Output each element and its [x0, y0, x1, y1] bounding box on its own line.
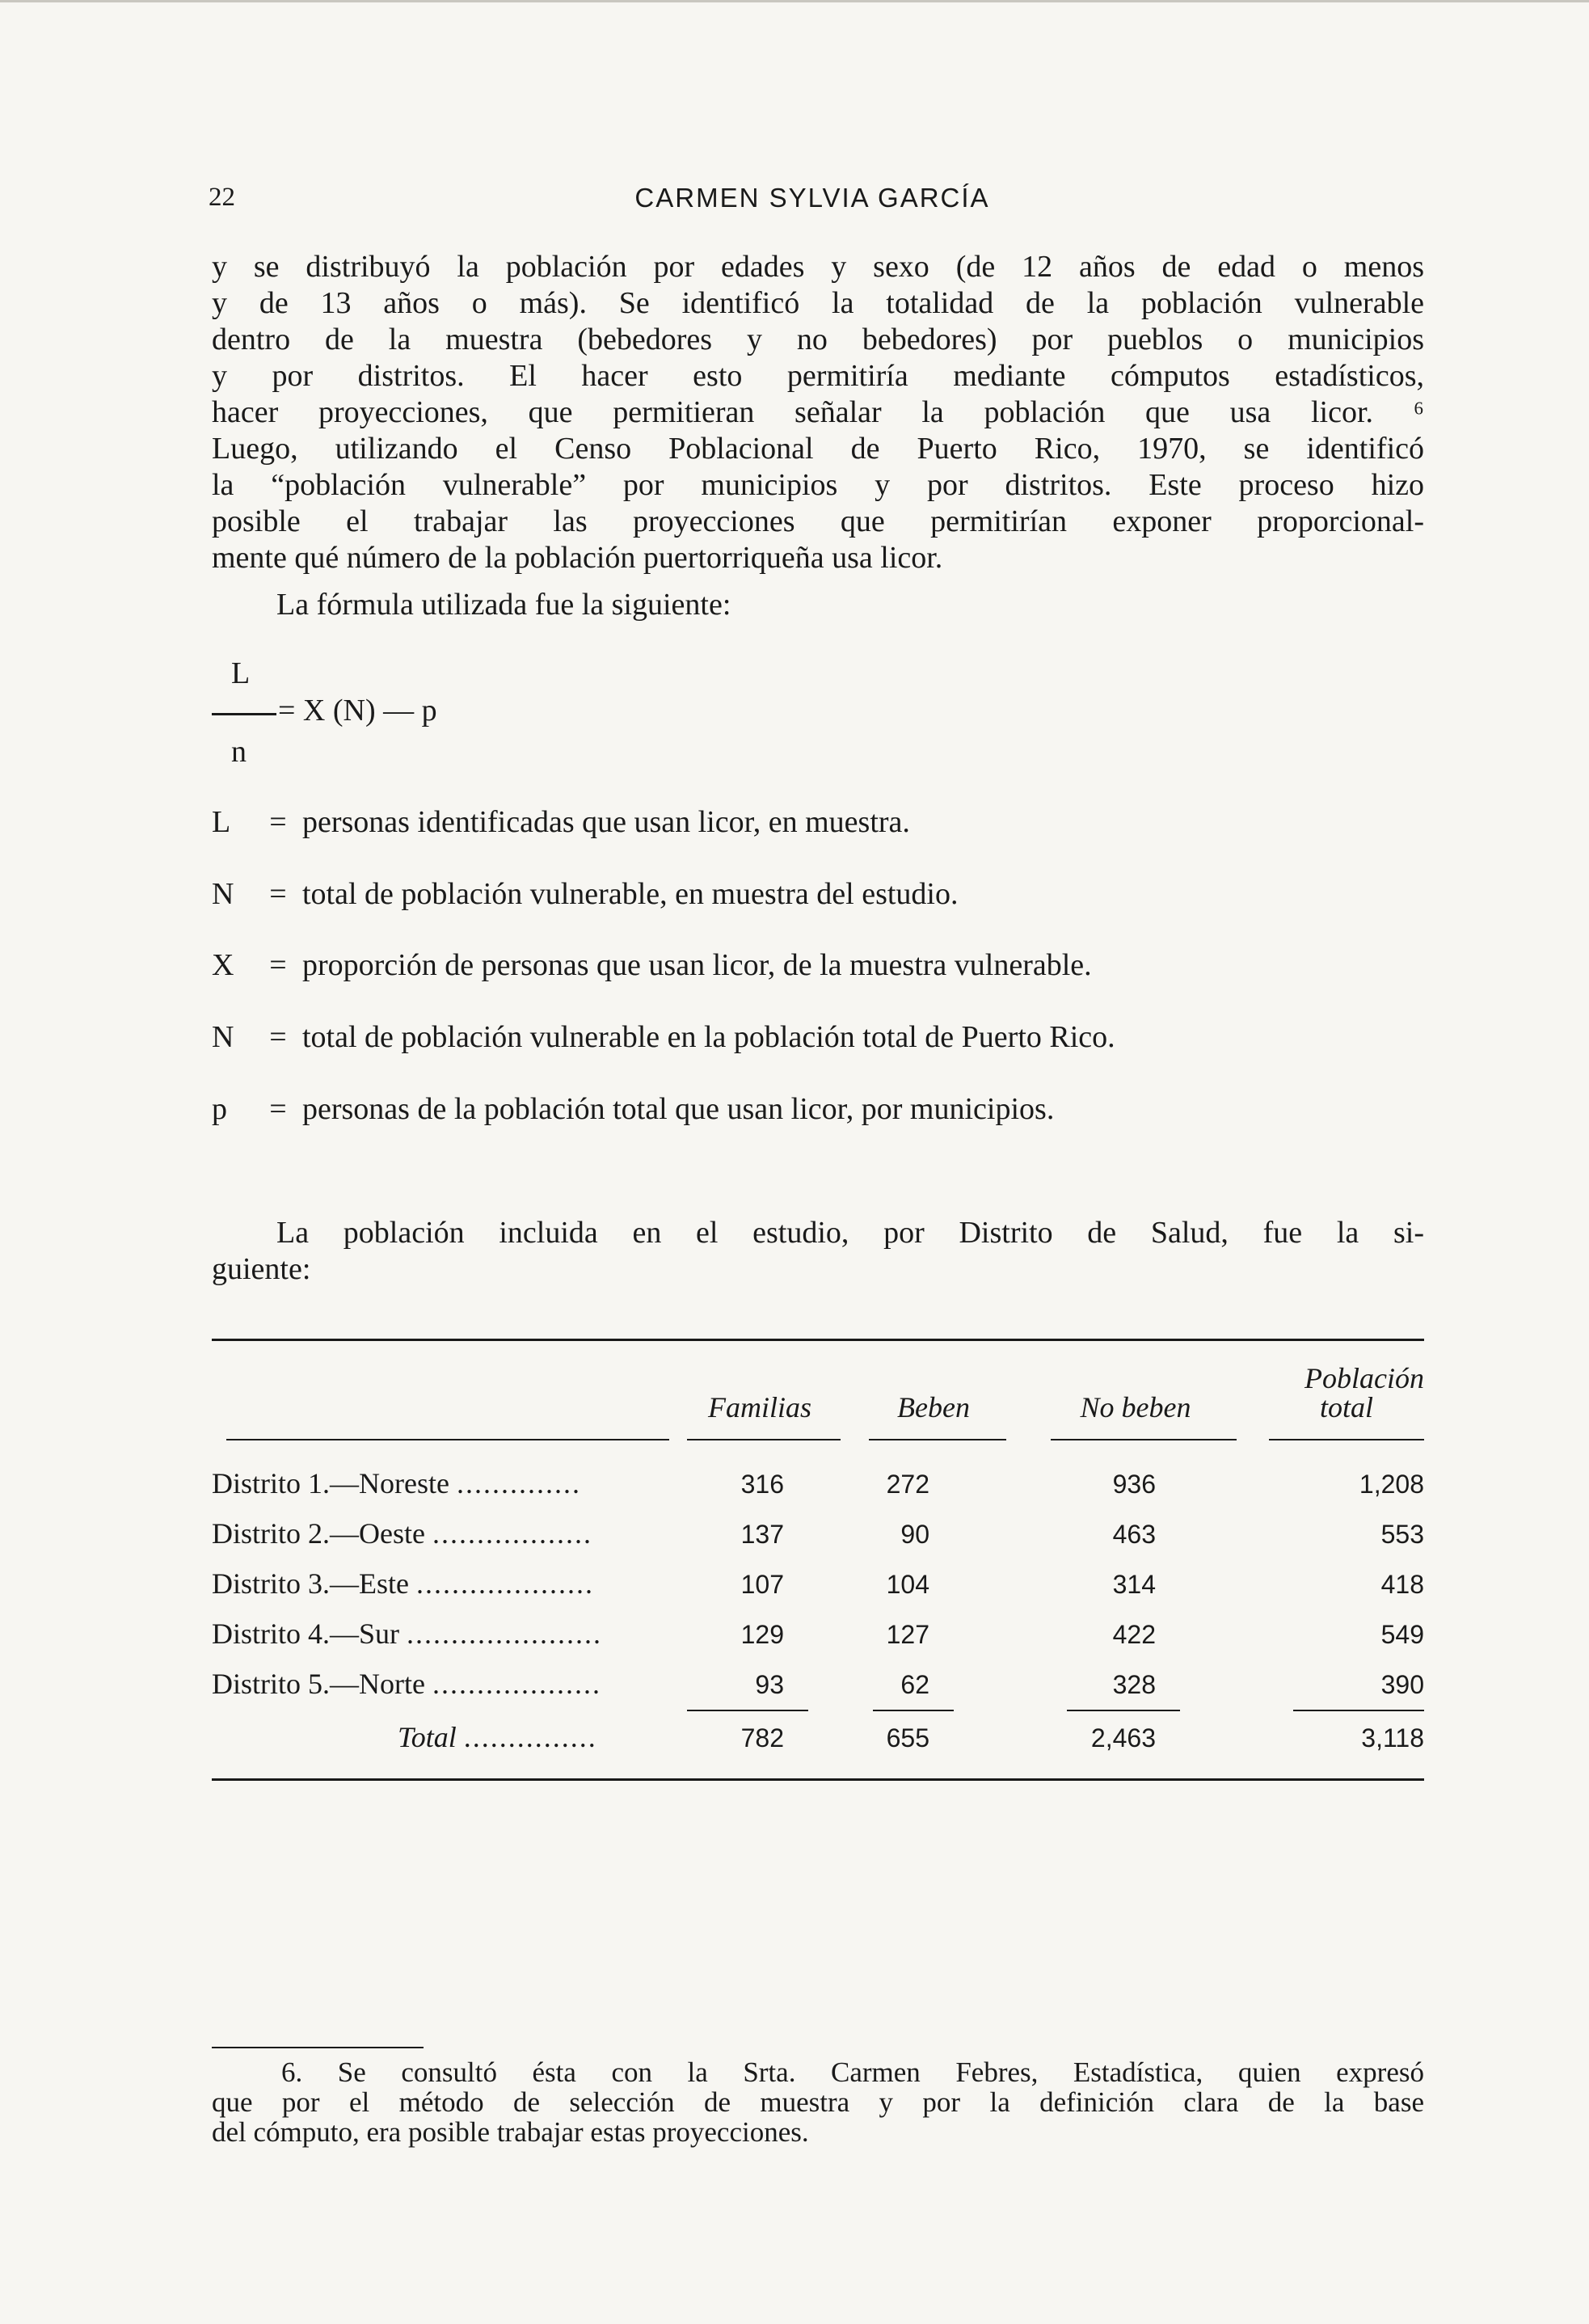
cell-total: 553	[1380, 1520, 1424, 1549]
formula-rhs: = X (N) — p	[278, 694, 437, 728]
paragraph-line: y se distribuyó la población por edades y sexo (de 12 años de edad o menos	[212, 250, 1424, 284]
paragraph-line: La población incluida en el estudio, por Distrito de Salud, fue la si-	[276, 1216, 1424, 1250]
header-rule	[687, 1439, 841, 1440]
paragraph-line: y de 13 años o más). Se identificó la totalidad de la población vulnerable	[212, 286, 1424, 320]
definition-row	[212, 804, 910, 840]
leader-dots: ...............	[463, 1721, 597, 1753]
formula-numerator: L	[231, 656, 251, 690]
table-row	[212, 1516, 592, 1550]
table-row	[212, 1466, 581, 1500]
paragraph-line: Luego, utilizando el Censo Poblacional de Puerto Rico, 1970, se identificó	[212, 432, 1424, 466]
sum-rule	[1293, 1710, 1424, 1711]
header-rule	[226, 1439, 669, 1440]
sum-rule	[873, 1710, 954, 1711]
cell-beben: 90	[900, 1520, 929, 1549]
sum-rule	[687, 1710, 808, 1711]
cell-total: 418	[1380, 1570, 1424, 1599]
equals-sign: =	[269, 1020, 287, 1054]
running-title: CARMEN SYLVIA GARCÍA	[634, 183, 990, 213]
definition-symbol: X	[212, 948, 234, 982]
cell-familias: 107	[740, 1570, 784, 1599]
definition-text: proporción de personas que usan licor, de la muestra vulnerable.	[302, 948, 1092, 982]
cell-familias: 93	[755, 1670, 784, 1699]
cell-beben: 655	[886, 1723, 929, 1752]
cell-no-beben: 328	[1112, 1670, 1156, 1699]
definition-symbol: p	[212, 1092, 227, 1126]
total-label: Total	[398, 1721, 457, 1753]
leader-dots: ..................	[432, 1517, 592, 1550]
header-poblacion: Población	[1304, 1362, 1424, 1394]
paragraph-line: la “población vulnerable” por municipios y por distritos. Este proceso hizo	[212, 468, 1424, 502]
cell-no-beben: 936	[1112, 1470, 1156, 1499]
cell-no-beben: 422	[1112, 1620, 1156, 1649]
header-rule	[1051, 1439, 1237, 1440]
paragraph-line: posible el trabajar las proyecciones que permitirían exponer proporcional-	[212, 504, 1424, 538]
cell-beben: 104	[886, 1570, 929, 1599]
cell-familias: 129	[740, 1620, 784, 1649]
definition-row	[212, 1091, 1054, 1127]
table-row	[212, 1667, 601, 1701]
cell-familias: 137	[740, 1520, 784, 1549]
definition-text: personas de la población total que usan licor, por municipios.	[302, 1092, 1055, 1126]
row-label: Distrito 2.—Oeste	[212, 1517, 425, 1550]
leader-dots: ...................	[432, 1668, 601, 1700]
header-no-beben: No beben	[1080, 1391, 1191, 1424]
equals-sign: =	[269, 1092, 287, 1126]
definition-symbol: N	[212, 1020, 234, 1054]
row-label: Distrito 5.—Norte	[212, 1668, 425, 1700]
definition-text: total de población vulnerable en la población total de Puerto Rico.	[302, 1020, 1115, 1054]
table-intro	[212, 1215, 1424, 1288]
cell-no-beben: 314	[1112, 1570, 1156, 1599]
table-total-row	[398, 1720, 597, 1754]
cell-total: 3,118	[1361, 1723, 1424, 1752]
row-label: Distrito 1.—Noreste	[212, 1467, 449, 1499]
cell-beben: 127	[886, 1620, 929, 1649]
paragraph-line: mente qué número de la población puertorriqueña usa licor.	[212, 541, 943, 575]
paragraph-line: hacer proyecciones, que permitieran señalar la población que usa licor. ⁶	[212, 395, 1424, 429]
equals-sign: =	[269, 805, 287, 839]
cell-no-beben: 2,463	[1090, 1723, 1156, 1752]
equals-sign: =	[269, 948, 287, 982]
cell-beben: 272	[886, 1470, 929, 1499]
footnote-rule	[212, 2047, 424, 2048]
header-rule	[1269, 1439, 1424, 1440]
scan-edge	[0, 0, 1589, 2]
formula-intro: La fórmula utilizada fue la siguiente:	[276, 588, 731, 622]
definition-text: personas identificadas que usan licor, en muestra.	[302, 805, 910, 839]
table-top-rule	[212, 1339, 1424, 1341]
table-row	[212, 1567, 594, 1601]
definition-row	[212, 1019, 1115, 1055]
paragraph-line: dentro de la muestra (bebedores y no bebedores) por pueblos o municipios	[212, 323, 1424, 356]
leader-dots: ....................	[415, 1567, 594, 1600]
leader-dots: ..............	[456, 1467, 581, 1499]
row-label: Distrito 4.—Sur	[212, 1618, 400, 1650]
sum-rule	[1067, 1710, 1180, 1711]
fraction-bar	[212, 713, 276, 715]
page-number: 22	[209, 183, 235, 212]
definition-text: total de población vulnerable, en muestra del estudio.	[302, 877, 959, 911]
header-total: total	[1319, 1391, 1373, 1424]
equals-sign: =	[269, 877, 287, 911]
footnote-line: que por el método de selección de muestra y por la definición clara de la base	[212, 2086, 1424, 2118]
paragraph-line: guiente:	[212, 1252, 311, 1286]
cell-no-beben: 463	[1112, 1520, 1156, 1549]
cell-total: 390	[1380, 1670, 1424, 1699]
definition-symbol: N	[212, 877, 234, 911]
table-row	[212, 1617, 602, 1651]
cell-familias: 782	[740, 1723, 784, 1752]
footnote-line: del cómputo, era posible trabajar estas proyecciones.	[212, 2116, 809, 2148]
header-familias: Familias	[707, 1391, 811, 1424]
cell-total: 549	[1380, 1620, 1424, 1649]
cell-total: 1,208	[1359, 1470, 1424, 1499]
paragraph-1	[212, 249, 1424, 576]
paragraph-line: y por distritos. El hacer esto permitiría mediante cómputos estadísticos,	[212, 359, 1424, 393]
cell-familias: 316	[740, 1470, 784, 1499]
table-bottom-rule	[212, 1778, 1424, 1781]
leader-dots: ......................	[407, 1618, 603, 1650]
row-label: Distrito 3.—Este	[212, 1567, 409, 1600]
formula-denominator: n	[231, 735, 247, 769]
cell-beben: 62	[900, 1670, 929, 1699]
header-beben: Beben	[897, 1391, 970, 1424]
footnote-line: 6. Se consultó ésta con la Srta. Carmen Febres, Estadística, quien expresó	[281, 2056, 1424, 2088]
definition-row	[212, 947, 1092, 983]
footnote	[212, 2057, 1424, 2147]
definition-row	[212, 876, 958, 912]
definition-symbol: L	[212, 805, 231, 839]
page-header	[209, 183, 1416, 223]
header-rule	[869, 1439, 1006, 1440]
